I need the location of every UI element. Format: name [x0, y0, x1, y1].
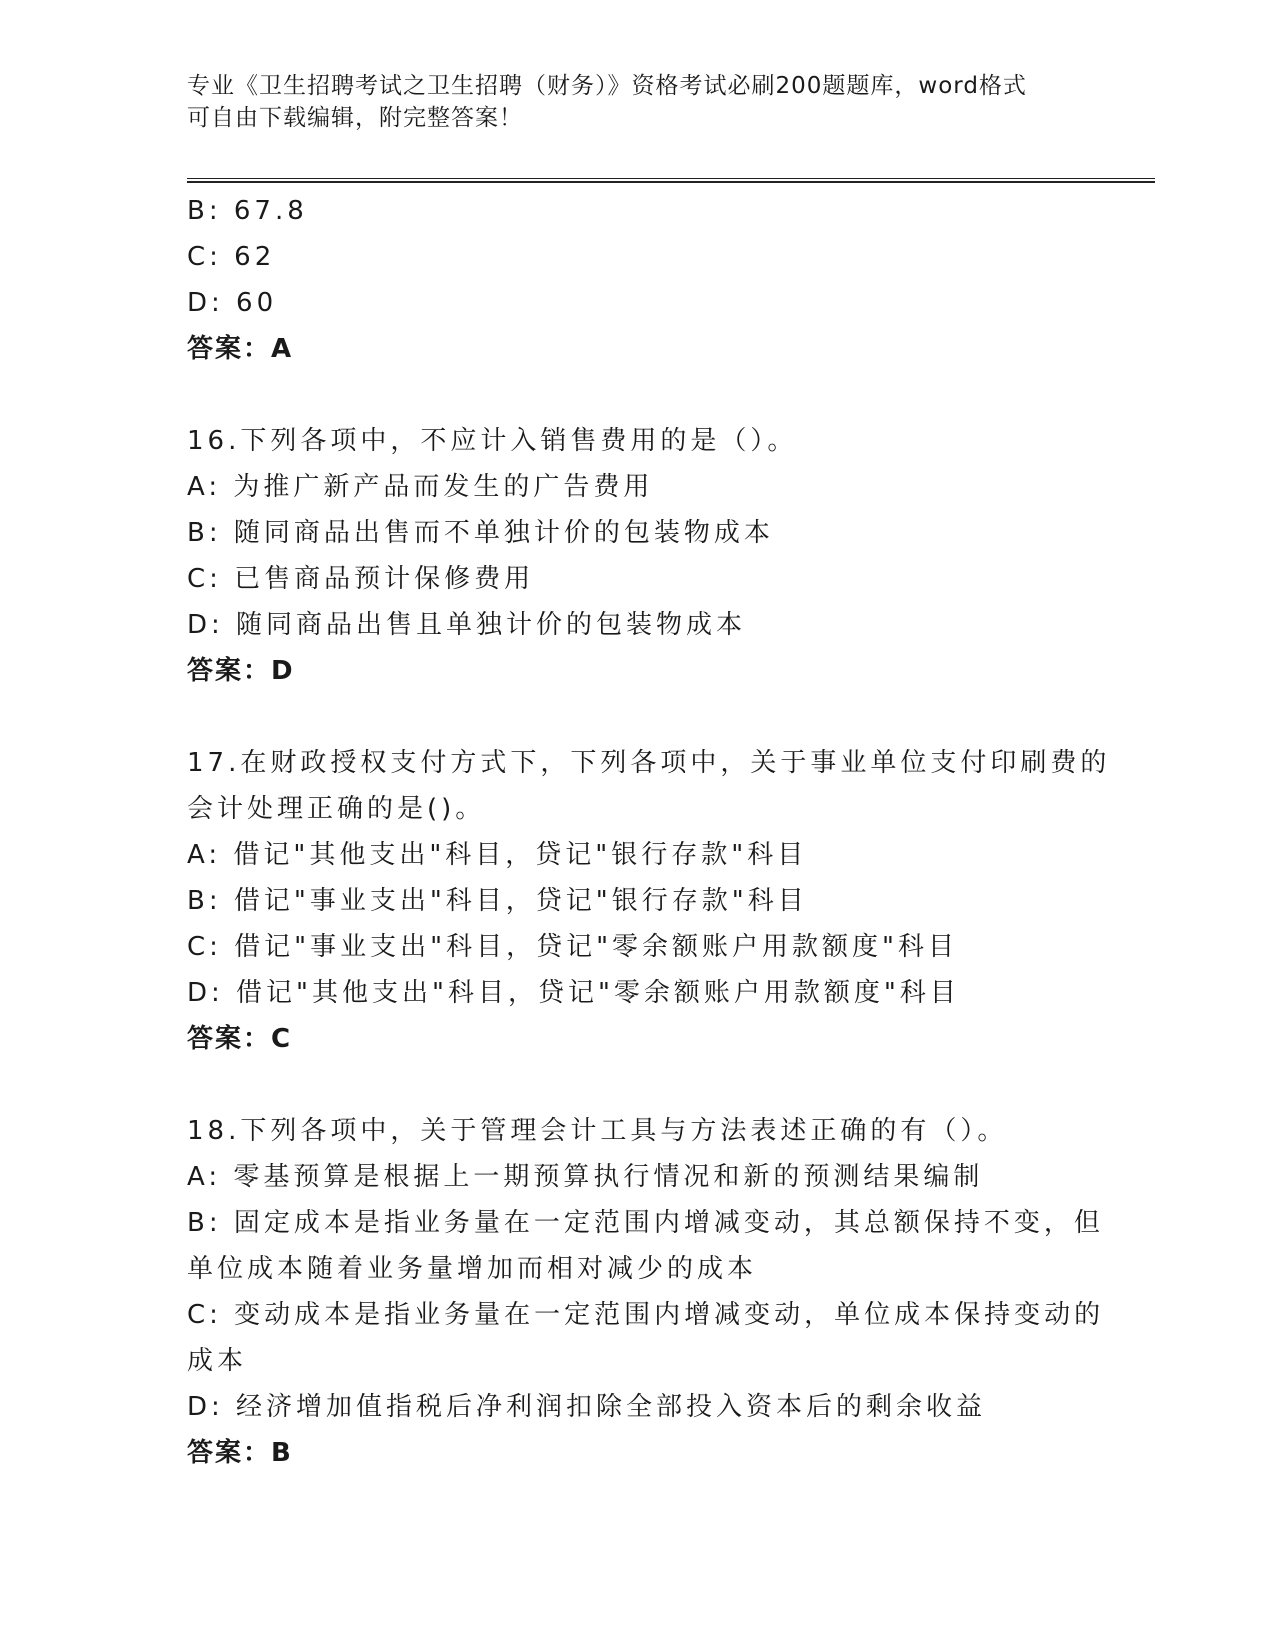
header-divider: [187, 178, 1155, 183]
q17-option-d: D: 借记"其他支出"科目，贷记"零余额账户用款额度"科目: [187, 978, 960, 1008]
q18-option-a: A: 零基预算是根据上一期预算执行情况和新的预测结果编制: [187, 1162, 984, 1192]
q17-question-line-1: 17.在财政授权支付方式下，下列各项中，关于事业单位支付印刷费的: [187, 748, 1111, 778]
q15-answer: 答案：A: [187, 334, 294, 364]
page-header: [187, 70, 1087, 134]
q17-question-line-2: 会计处理正确的是()。: [187, 794, 486, 824]
q18-option-b-line-1: B: 固定成本是指业务量在一定范围内增减变动，其总额保持不变，但: [187, 1208, 1104, 1238]
spacer: [187, 372, 1087, 418]
q17-option-b: B: 借记"事业支出"科目，贷记"银行存款"科目: [187, 886, 808, 916]
q16-option-d: D: 随同商品出售且单独计价的包装物成本: [187, 610, 747, 640]
q15-option-b: B: 67.8: [187, 196, 308, 226]
spacer: [187, 694, 1087, 740]
q16-answer: 答案：D: [187, 656, 295, 686]
q18-option-d: D: 经济增加值指税后净利润扣除全部投入资本后的剩余收益: [187, 1392, 987, 1422]
q18-option-b-line-2: 单位成本随着业务量增加而相对减少的成本: [187, 1254, 758, 1284]
q15-option-c: C: 62: [187, 242, 276, 272]
q16-option-a: A: 为推广新产品而发生的广告费用: [187, 472, 654, 502]
q16-option-b: B: 随同商品出售而不单独计价的包装物成本: [187, 518, 774, 548]
q17-option-c: C: 借记"事业支出"科目，贷记"零余额账户用款额度"科目: [187, 932, 959, 962]
q18-option-c-line-1: C: 变动成本是指业务量在一定范围内增减变动，单位成本保持变动的: [187, 1300, 1105, 1330]
header-line-2: 可自由下载编辑，附完整答案！: [187, 105, 523, 131]
q15-option-d: D: 60: [187, 288, 278, 318]
q16-question: 16.下列各项中，不应计入销售费用的是（）。: [187, 426, 798, 456]
question-content: [187, 188, 1111, 1476]
q17-answer: 答案：C: [187, 1024, 293, 1054]
q18-question: 18.下列各项中，关于管理会计工具与方法表述正确的有（）。: [187, 1116, 1008, 1146]
q18-answer: 答案：B: [187, 1438, 293, 1468]
header-line-1: 专业《卫生招聘考试之卫生招聘（财务）》资格考试必刷200题题库，word格式: [187, 73, 1027, 99]
q17-option-a: A: 借记"其他支出"科目，贷记"银行存款"科目: [187, 840, 808, 870]
q16-option-c: C: 已售商品预计保修费用: [187, 564, 535, 594]
q18-option-c-line-2: 成本: [187, 1346, 248, 1376]
spacer: [187, 1062, 1087, 1108]
